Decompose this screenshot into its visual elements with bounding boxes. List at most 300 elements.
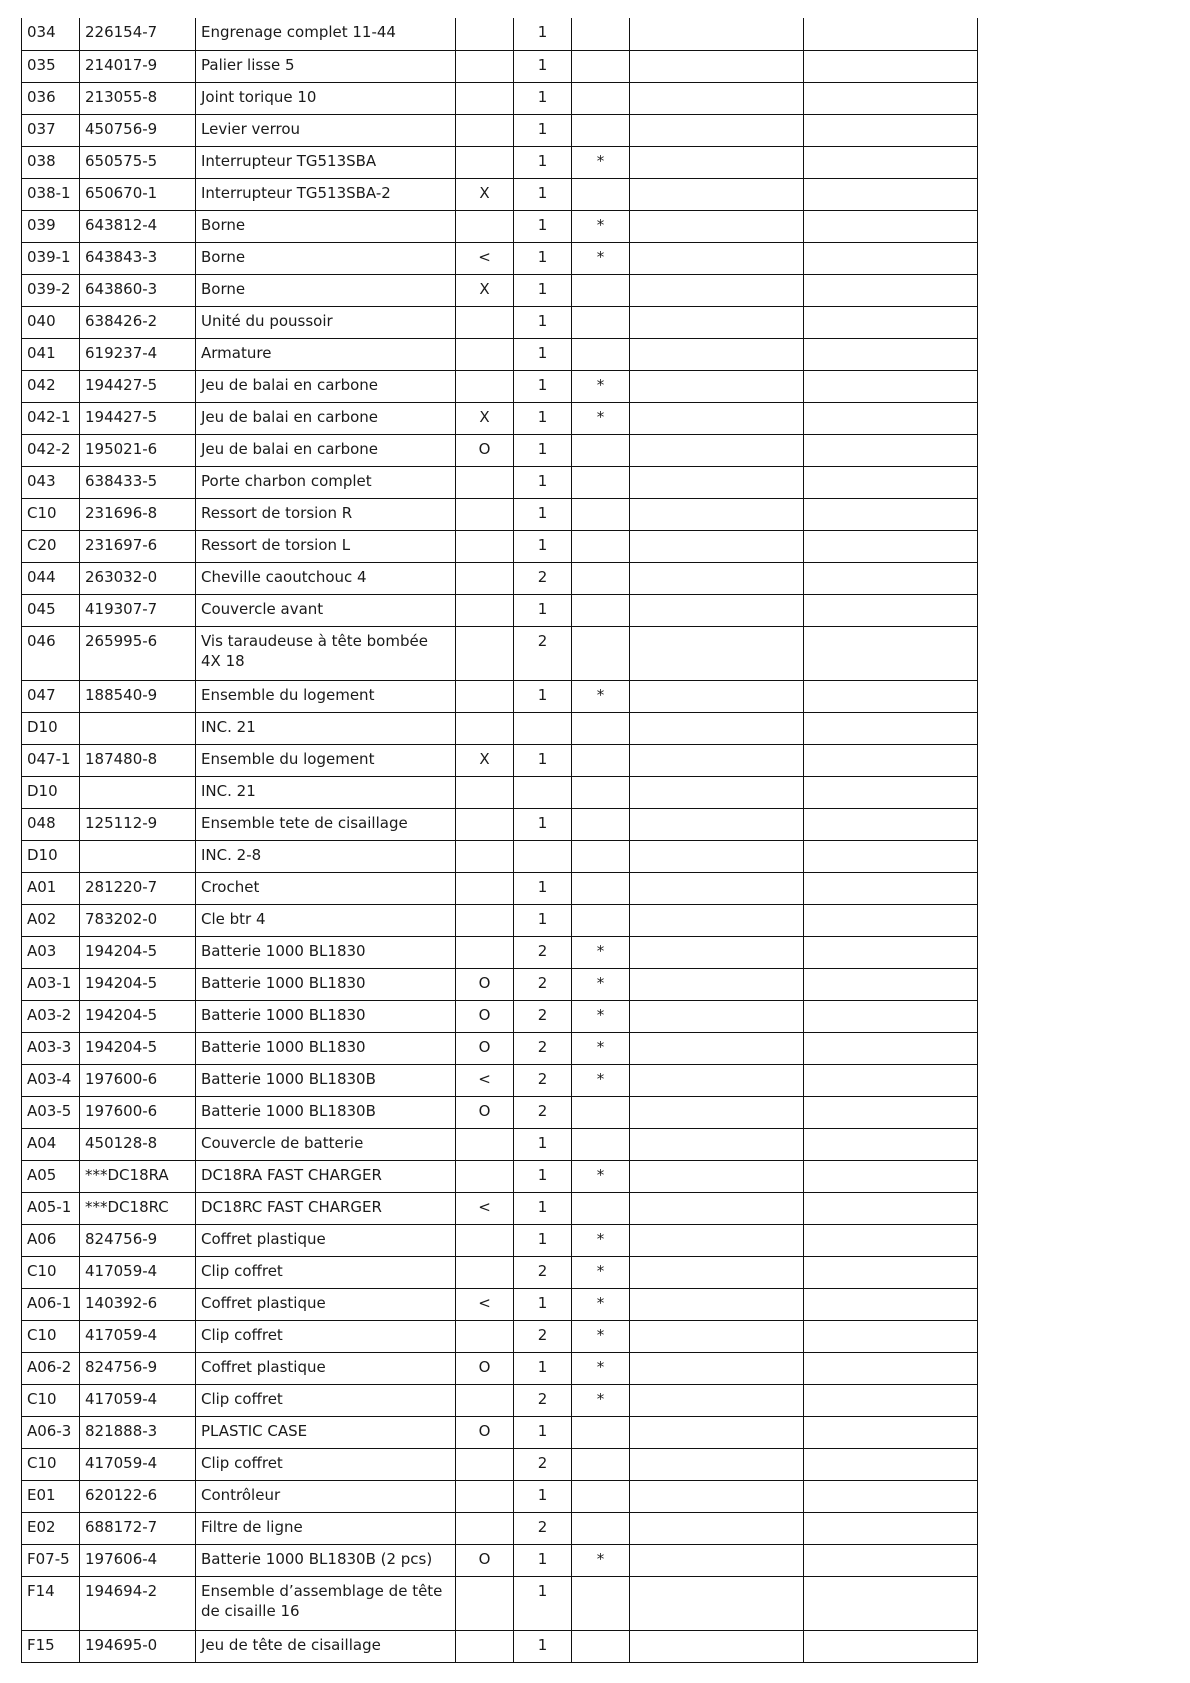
star-cell (572, 626, 630, 680)
description-cell: Borne (196, 242, 456, 274)
blank-cell (804, 1288, 978, 1320)
blank-cell (804, 594, 978, 626)
quantity-cell: 1 (514, 498, 572, 530)
table-row (22, 1192, 978, 1224)
ref-number-cell: 042 (22, 370, 80, 402)
part-number-cell: ***DC18RC (80, 1192, 196, 1224)
quantity-cell: 2 (514, 626, 572, 680)
blank-cell (804, 466, 978, 498)
blank-cell (630, 712, 804, 744)
description-cell: INC. 21 (196, 712, 456, 744)
quantity-cell: 1 (514, 1288, 572, 1320)
star-cell (572, 178, 630, 210)
table-row (22, 1160, 978, 1192)
description-cell: Cle btr 4 (196, 904, 456, 936)
blank-cell (630, 680, 804, 712)
table-row (22, 1032, 978, 1064)
table-row (22, 146, 978, 178)
blank-cell (630, 1256, 804, 1288)
blank-cell (804, 1384, 978, 1416)
part-number-cell: 643812-4 (80, 210, 196, 242)
blank-cell (630, 434, 804, 466)
blank-cell (804, 146, 978, 178)
blank-cell (804, 1416, 978, 1448)
table-row (22, 1512, 978, 1544)
description-cell: Clip coffret (196, 1256, 456, 1288)
blank-cell (804, 1480, 978, 1512)
ref-number-cell: 034 (22, 18, 80, 50)
part-number-cell: 450128-8 (80, 1128, 196, 1160)
star-cell: * (572, 402, 630, 434)
mark-cell (456, 680, 514, 712)
description-cell: Ensemble d’assemblage de tête de cisaille 16 (196, 1576, 456, 1630)
blank-cell (804, 1448, 978, 1480)
part-number-cell: 417059-4 (80, 1320, 196, 1352)
blank-cell (630, 82, 804, 114)
blank-cell (804, 1630, 978, 1662)
quantity-cell: 1 (514, 370, 572, 402)
table-row (22, 1544, 978, 1576)
ref-number-cell: D10 (22, 712, 80, 744)
ref-number-cell: 043 (22, 466, 80, 498)
star-cell (572, 338, 630, 370)
table-row (22, 1256, 978, 1288)
mark-cell: O (456, 434, 514, 466)
quantity-cell: 2 (514, 1320, 572, 1352)
description-cell: Batterie 1000 BL1830 (196, 968, 456, 1000)
blank-cell (804, 680, 978, 712)
blank-cell (630, 1480, 804, 1512)
table-row (22, 1064, 978, 1096)
ref-number-cell: F07-5 (22, 1544, 80, 1576)
blank-cell (630, 1032, 804, 1064)
quantity-cell: 1 (514, 434, 572, 466)
table-row (22, 562, 978, 594)
table-row (22, 498, 978, 530)
blank-cell (804, 1096, 978, 1128)
star-cell (572, 530, 630, 562)
ref-number-cell: E01 (22, 1480, 80, 1512)
ref-number-cell: A03-4 (22, 1064, 80, 1096)
blank-cell (630, 1384, 804, 1416)
blank-cell (804, 968, 978, 1000)
star-cell (572, 1630, 630, 1662)
part-number-cell: 650575-5 (80, 146, 196, 178)
ref-number-cell: A02 (22, 904, 80, 936)
star-cell: * (572, 1160, 630, 1192)
part-number-cell: 197600-6 (80, 1064, 196, 1096)
part-number-cell: 688172-7 (80, 1512, 196, 1544)
blank-cell (630, 306, 804, 338)
blank-cell (630, 744, 804, 776)
table-row (22, 904, 978, 936)
description-cell: Couvercle de batterie (196, 1128, 456, 1160)
table-row (22, 114, 978, 146)
quantity-cell: 2 (514, 1384, 572, 1416)
quantity-cell: 1 (514, 274, 572, 306)
table-row (22, 82, 978, 114)
mark-cell (456, 776, 514, 808)
table-row (22, 18, 978, 50)
part-number-cell: 194427-5 (80, 370, 196, 402)
star-cell (572, 712, 630, 744)
quantity-cell: 1 (514, 1544, 572, 1576)
ref-number-cell: 045 (22, 594, 80, 626)
blank-cell (804, 242, 978, 274)
part-number-cell: 194204-5 (80, 936, 196, 968)
ref-number-cell: 037 (22, 114, 80, 146)
blank-cell (804, 1544, 978, 1576)
part-number-cell: 281220-7 (80, 872, 196, 904)
blank-cell (804, 562, 978, 594)
blank-cell (630, 274, 804, 306)
description-cell: Unité du poussoir (196, 306, 456, 338)
blank-cell (804, 1064, 978, 1096)
quantity-cell (514, 712, 572, 744)
quantity-cell: 1 (514, 18, 572, 50)
star-cell (572, 114, 630, 146)
star-cell (572, 1128, 630, 1160)
part-number-cell: ***DC18RA (80, 1160, 196, 1192)
quantity-cell: 1 (514, 338, 572, 370)
star-cell (572, 82, 630, 114)
part-number-cell: 197600-6 (80, 1096, 196, 1128)
ref-number-cell: C10 (22, 1384, 80, 1416)
description-cell: Batterie 1000 BL1830 (196, 936, 456, 968)
part-number-cell (80, 712, 196, 744)
ref-number-cell: 048 (22, 808, 80, 840)
part-number-cell: 265995-6 (80, 626, 196, 680)
table-row (22, 626, 978, 680)
table-row (22, 594, 978, 626)
ref-number-cell: 040 (22, 306, 80, 338)
part-number-cell: 419307-7 (80, 594, 196, 626)
description-cell: Borne (196, 274, 456, 306)
mark-cell: X (456, 744, 514, 776)
blank-cell (630, 1352, 804, 1384)
star-cell (572, 18, 630, 50)
description-cell: DC18RC FAST CHARGER (196, 1192, 456, 1224)
mark-cell (456, 1384, 514, 1416)
ref-number-cell: A04 (22, 1128, 80, 1160)
ref-number-cell: 039-2 (22, 274, 80, 306)
mark-cell: X (456, 402, 514, 434)
mark-cell: O (456, 1544, 514, 1576)
part-number-cell: 824756-9 (80, 1224, 196, 1256)
part-number-cell: 417059-4 (80, 1384, 196, 1416)
star-cell (572, 904, 630, 936)
ref-number-cell: D10 (22, 776, 80, 808)
blank-cell (630, 338, 804, 370)
description-cell: Ensemble du logement (196, 680, 456, 712)
ref-number-cell: 042-2 (22, 434, 80, 466)
parts-table-body (22, 18, 978, 1662)
ref-number-cell: A05 (22, 1160, 80, 1192)
blank-cell (630, 1576, 804, 1630)
table-row (22, 210, 978, 242)
mark-cell (456, 626, 514, 680)
part-number-cell: 194694-2 (80, 1576, 196, 1630)
blank-cell (630, 1192, 804, 1224)
table-row (22, 1352, 978, 1384)
ref-number-cell: A03-1 (22, 968, 80, 1000)
ref-number-cell: A06-2 (22, 1352, 80, 1384)
star-cell (572, 1512, 630, 1544)
quantity-cell: 1 (514, 808, 572, 840)
table-row (22, 1000, 978, 1032)
table-row (22, 50, 978, 82)
part-number-cell: 194204-5 (80, 1032, 196, 1064)
star-cell: * (572, 680, 630, 712)
blank-cell (804, 434, 978, 466)
blank-cell (630, 18, 804, 50)
description-cell: Batterie 1000 BL1830B (2 pcs) (196, 1544, 456, 1576)
mark-cell (456, 306, 514, 338)
part-number-cell: 824756-9 (80, 1352, 196, 1384)
part-number-cell: 417059-4 (80, 1256, 196, 1288)
blank-cell (630, 936, 804, 968)
blank-cell (804, 1000, 978, 1032)
blank-cell (630, 1544, 804, 1576)
mark-cell (456, 1630, 514, 1662)
table-row (22, 1448, 978, 1480)
description-cell: Ensemble du logement (196, 744, 456, 776)
star-cell: * (572, 1064, 630, 1096)
mark-cell (456, 562, 514, 594)
blank-cell (630, 146, 804, 178)
ref-number-cell: A03-2 (22, 1000, 80, 1032)
blank-cell (804, 1320, 978, 1352)
mark-cell (456, 338, 514, 370)
mark-cell (456, 210, 514, 242)
star-cell: * (572, 1032, 630, 1064)
blank-cell (804, 178, 978, 210)
description-cell: Batterie 1000 BL1830B (196, 1096, 456, 1128)
part-number-cell: 194695-0 (80, 1630, 196, 1662)
quantity-cell: 1 (514, 114, 572, 146)
ref-number-cell: 041 (22, 338, 80, 370)
blank-cell (804, 872, 978, 904)
quantity-cell: 2 (514, 968, 572, 1000)
blank-cell (804, 530, 978, 562)
blank-cell (630, 562, 804, 594)
mark-cell (456, 872, 514, 904)
star-cell (572, 466, 630, 498)
blank-cell (804, 274, 978, 306)
quantity-cell: 2 (514, 1032, 572, 1064)
mark-cell (456, 370, 514, 402)
part-number-cell (80, 840, 196, 872)
blank-cell (804, 840, 978, 872)
mark-cell: X (456, 274, 514, 306)
star-cell (572, 498, 630, 530)
description-cell: Jeu de balai en carbone (196, 402, 456, 434)
ref-number-cell: A03-5 (22, 1096, 80, 1128)
description-cell: Clip coffret (196, 1384, 456, 1416)
mark-cell: O (456, 1032, 514, 1064)
star-cell: * (572, 1544, 630, 1576)
mark-cell (456, 1480, 514, 1512)
blank-cell (804, 370, 978, 402)
mark-cell: < (456, 1064, 514, 1096)
blank-cell (804, 306, 978, 338)
blank-cell (630, 1448, 804, 1480)
quantity-cell: 1 (514, 680, 572, 712)
blank-cell (804, 808, 978, 840)
blank-cell (630, 968, 804, 1000)
star-cell: * (572, 1224, 630, 1256)
blank-cell (804, 1192, 978, 1224)
description-cell: DC18RA FAST CHARGER (196, 1160, 456, 1192)
quantity-cell: 1 (514, 50, 572, 82)
quantity-cell: 1 (514, 1352, 572, 1384)
blank-cell (630, 1320, 804, 1352)
description-cell: PLASTIC CASE (196, 1416, 456, 1448)
description-cell: Cheville caoutchouc 4 (196, 562, 456, 594)
blank-cell (804, 1512, 978, 1544)
ref-number-cell: 044 (22, 562, 80, 594)
quantity-cell: 1 (514, 1576, 572, 1630)
description-cell: Batterie 1000 BL1830 (196, 1032, 456, 1064)
blank-cell (804, 338, 978, 370)
part-number-cell: 188540-9 (80, 680, 196, 712)
blank-cell (630, 370, 804, 402)
mark-cell (456, 50, 514, 82)
part-number-cell: 650670-1 (80, 178, 196, 210)
star-cell (572, 1096, 630, 1128)
table-row (22, 338, 978, 370)
star-cell: * (572, 1256, 630, 1288)
parts-table (21, 18, 978, 1663)
blank-cell (804, 744, 978, 776)
blank-cell (630, 1160, 804, 1192)
mark-cell (456, 466, 514, 498)
part-number-cell: 125112-9 (80, 808, 196, 840)
mark-cell (456, 18, 514, 50)
description-cell: Interrupteur TG513SBA (196, 146, 456, 178)
quantity-cell: 2 (514, 1512, 572, 1544)
quantity-cell: 1 (514, 1480, 572, 1512)
mark-cell (456, 594, 514, 626)
ref-number-cell: A05-1 (22, 1192, 80, 1224)
table-row (22, 1630, 978, 1662)
description-cell: Filtre de ligne (196, 1512, 456, 1544)
quantity-cell: 1 (514, 1160, 572, 1192)
table-row (22, 840, 978, 872)
star-cell (572, 776, 630, 808)
star-cell (572, 274, 630, 306)
blank-cell (630, 872, 804, 904)
part-number-cell: 214017-9 (80, 50, 196, 82)
star-cell: * (572, 210, 630, 242)
blank-cell (630, 1288, 804, 1320)
ref-number-cell: A01 (22, 872, 80, 904)
mark-cell: O (456, 1352, 514, 1384)
mark-cell (456, 1128, 514, 1160)
blank-cell (630, 776, 804, 808)
star-cell (572, 744, 630, 776)
blank-cell (804, 18, 978, 50)
ref-number-cell: 047 (22, 680, 80, 712)
mark-cell: O (456, 1000, 514, 1032)
table-row (22, 936, 978, 968)
blank-cell (630, 210, 804, 242)
description-cell: Vis taraudeuse à tête bombée 4X 18 (196, 626, 456, 680)
ref-number-cell: A03-3 (22, 1032, 80, 1064)
description-cell: Ensemble tete de cisaillage (196, 808, 456, 840)
table-row (22, 744, 978, 776)
mark-cell (456, 114, 514, 146)
blank-cell (630, 50, 804, 82)
mark-cell (456, 712, 514, 744)
part-number-cell: 450756-9 (80, 114, 196, 146)
part-number-cell: 821888-3 (80, 1416, 196, 1448)
quantity-cell: 2 (514, 1096, 572, 1128)
blank-cell (804, 82, 978, 114)
star-cell: * (572, 968, 630, 1000)
star-cell (572, 1416, 630, 1448)
quantity-cell: 1 (514, 744, 572, 776)
part-number-cell: 638426-2 (80, 306, 196, 338)
description-cell: Coffret plastique (196, 1352, 456, 1384)
star-cell (572, 306, 630, 338)
blank-cell (804, 1032, 978, 1064)
ref-number-cell: 047-1 (22, 744, 80, 776)
table-row (22, 1320, 978, 1352)
description-cell: Interrupteur TG513SBA-2 (196, 178, 456, 210)
mark-cell (456, 1512, 514, 1544)
ref-number-cell: C10 (22, 1256, 80, 1288)
ref-number-cell: A06-1 (22, 1288, 80, 1320)
ref-number-cell: A06 (22, 1224, 80, 1256)
star-cell: * (572, 1320, 630, 1352)
table-row (22, 872, 978, 904)
mark-cell (456, 1448, 514, 1480)
ref-number-cell: E02 (22, 1512, 80, 1544)
blank-cell (804, 712, 978, 744)
ref-number-cell: 035 (22, 50, 80, 82)
table-row (22, 1384, 978, 1416)
table-row (22, 434, 978, 466)
ref-number-cell: 039-1 (22, 242, 80, 274)
mark-cell (456, 146, 514, 178)
description-cell: Palier lisse 5 (196, 50, 456, 82)
ref-number-cell: A03 (22, 936, 80, 968)
description-cell: Contrôleur (196, 1480, 456, 1512)
table-row (22, 530, 978, 562)
table-row (22, 178, 978, 210)
blank-cell (804, 1352, 978, 1384)
star-cell (572, 872, 630, 904)
quantity-cell: 1 (514, 306, 572, 338)
part-number-cell: 783202-0 (80, 904, 196, 936)
star-cell (572, 434, 630, 466)
mark-cell (456, 1576, 514, 1630)
description-cell: Engrenage complet 11-44 (196, 18, 456, 50)
blank-cell (630, 1630, 804, 1662)
mark-cell: X (456, 178, 514, 210)
mark-cell (456, 82, 514, 114)
blank-cell (804, 1128, 978, 1160)
blank-cell (804, 498, 978, 530)
star-cell: * (572, 1384, 630, 1416)
ref-number-cell: F14 (22, 1576, 80, 1630)
mark-cell (456, 1320, 514, 1352)
quantity-cell: 2 (514, 936, 572, 968)
blank-cell (630, 808, 804, 840)
star-cell (572, 1192, 630, 1224)
blank-cell (630, 530, 804, 562)
